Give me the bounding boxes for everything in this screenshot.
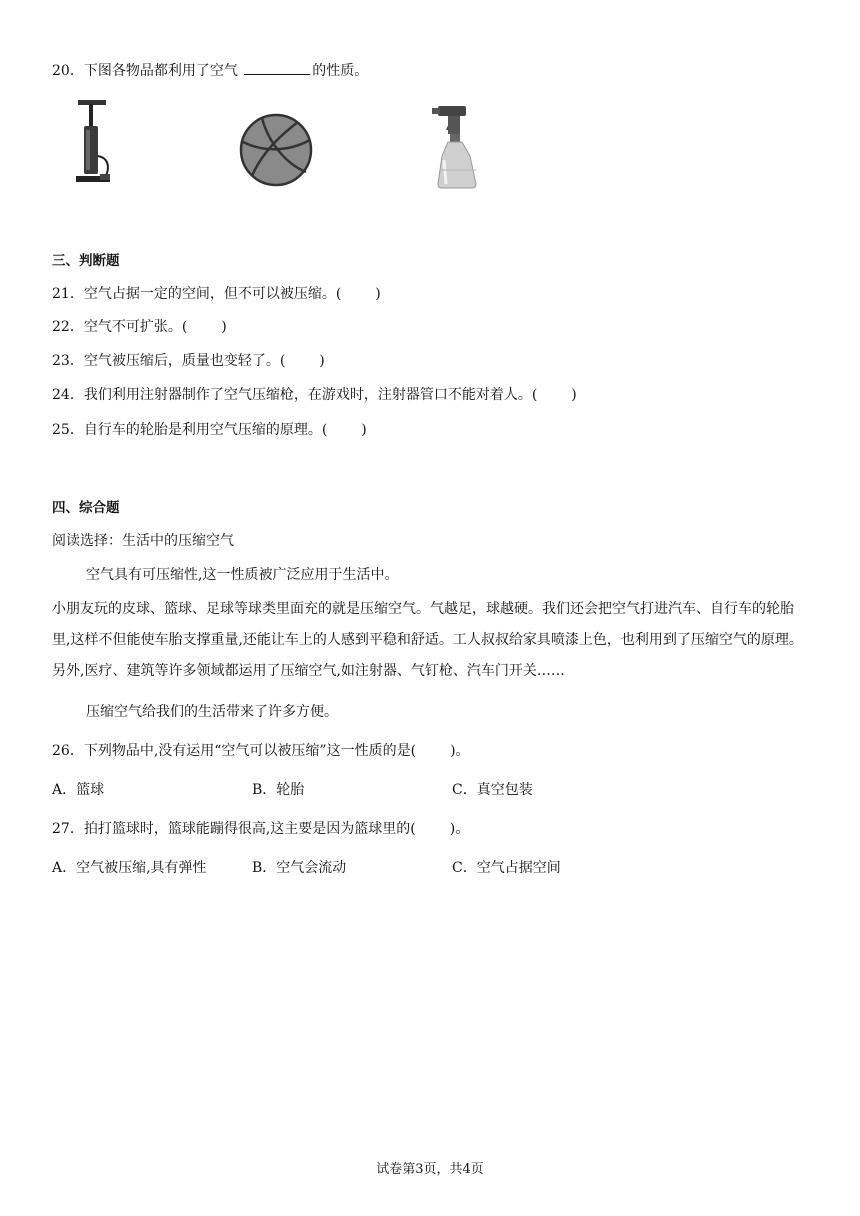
paren-close: ) <box>361 422 367 438</box>
question-20 <box>52 60 368 81</box>
question-text: 自行车的轮胎是利用空气压缩的原理。( <box>83 422 328 438</box>
question-number: 25． <box>52 422 84 438</box>
paren-close: ) <box>319 353 325 369</box>
answer-blank[interactable] <box>244 60 310 75</box>
question-text: 下图各物品都利用了空气 <box>83 63 238 79</box>
paren-close: ) <box>375 286 381 302</box>
question-number: 23． <box>52 353 84 369</box>
paren-close: ) <box>221 319 227 335</box>
question-27 <box>52 819 469 839</box>
pump-icon <box>72 96 116 188</box>
question-25 <box>52 420 367 440</box>
question-text-end: 的性质。 <box>312 63 369 79</box>
question-text: 空气占据一定的空间，但不可以被压缩。( <box>83 286 342 302</box>
q27-option-c[interactable]: C．空气占据空间 <box>452 860 561 876</box>
paren-close: )。 <box>450 743 470 759</box>
question-21 <box>52 284 381 304</box>
question-24 <box>52 385 577 405</box>
question-number: 22． <box>52 319 84 335</box>
question-number: 27． <box>52 821 84 837</box>
q26-option-c[interactable]: C．真空包装 <box>452 782 533 798</box>
q26-option-b[interactable]: B．轮胎 <box>252 782 305 798</box>
question-26 <box>52 741 470 761</box>
question-number: 26． <box>52 743 84 759</box>
question-text: 拍打篮球时，篮球能蹦得很高,这主要是因为篮球里的( <box>83 821 416 837</box>
question-number: 20． <box>52 63 84 79</box>
question-text: 我们利用注射器制作了空气压缩枪，在游戏时，注射器管口不能对着人。( <box>83 387 538 403</box>
question-text: 空气不可扩张。( <box>83 319 188 335</box>
question-22 <box>52 317 227 337</box>
reading-paragraph-2: 小朋友玩的皮球、篮球、足球等球类里面充的就是压缩空气。气越足，球越硬。我们还会把空气打进汽车、自行车的轮胎里,这样不但能使车胎支撑重量,还能让车上的人感到平稳和舒适。工人叔叔给家具喷漆上色，也利用到了压缩空气的原理。另外,医疗、建筑等许多领域都运用了压缩空气,如注射器、气钉枪、汽车门开关…… <box>52 601 803 679</box>
reading-paragraph-1: 空气具有可压缩性,这一性质被广泛应用于生活中。 <box>86 567 399 583</box>
question-number: 24． <box>52 387 84 403</box>
question-23 <box>52 351 325 371</box>
paren-close: ) <box>571 387 577 403</box>
question-text: 下列物品中,没有运用“空气可以被压缩”这一性质的是( <box>83 743 417 759</box>
spray-bottle-icon <box>430 100 492 190</box>
question-text: 空气被压缩后，质量也变轻了。( <box>83 353 286 369</box>
section-title-comprehensive: 四、综合题 <box>52 500 120 516</box>
q27-option-a[interactable]: A．空气被压缩,具有弹性 <box>52 860 207 876</box>
q27-option-b[interactable]: B．空气会流动 <box>252 860 347 876</box>
section-title-judge: 三、判断题 <box>52 253 120 269</box>
reading-paragraph-3: 压缩空气给我们的生活带来了许多方便。 <box>86 704 338 720</box>
paren-close: )。 <box>449 821 470 837</box>
question-number: 21． <box>52 286 84 302</box>
q26-option-a[interactable]: A．篮球 <box>52 782 105 798</box>
reading-title: 阅读选择：生活中的压缩空气 <box>52 533 234 549</box>
basketball-icon <box>238 112 314 188</box>
page-footer: 试卷第3页，共4页 <box>376 1162 484 1177</box>
